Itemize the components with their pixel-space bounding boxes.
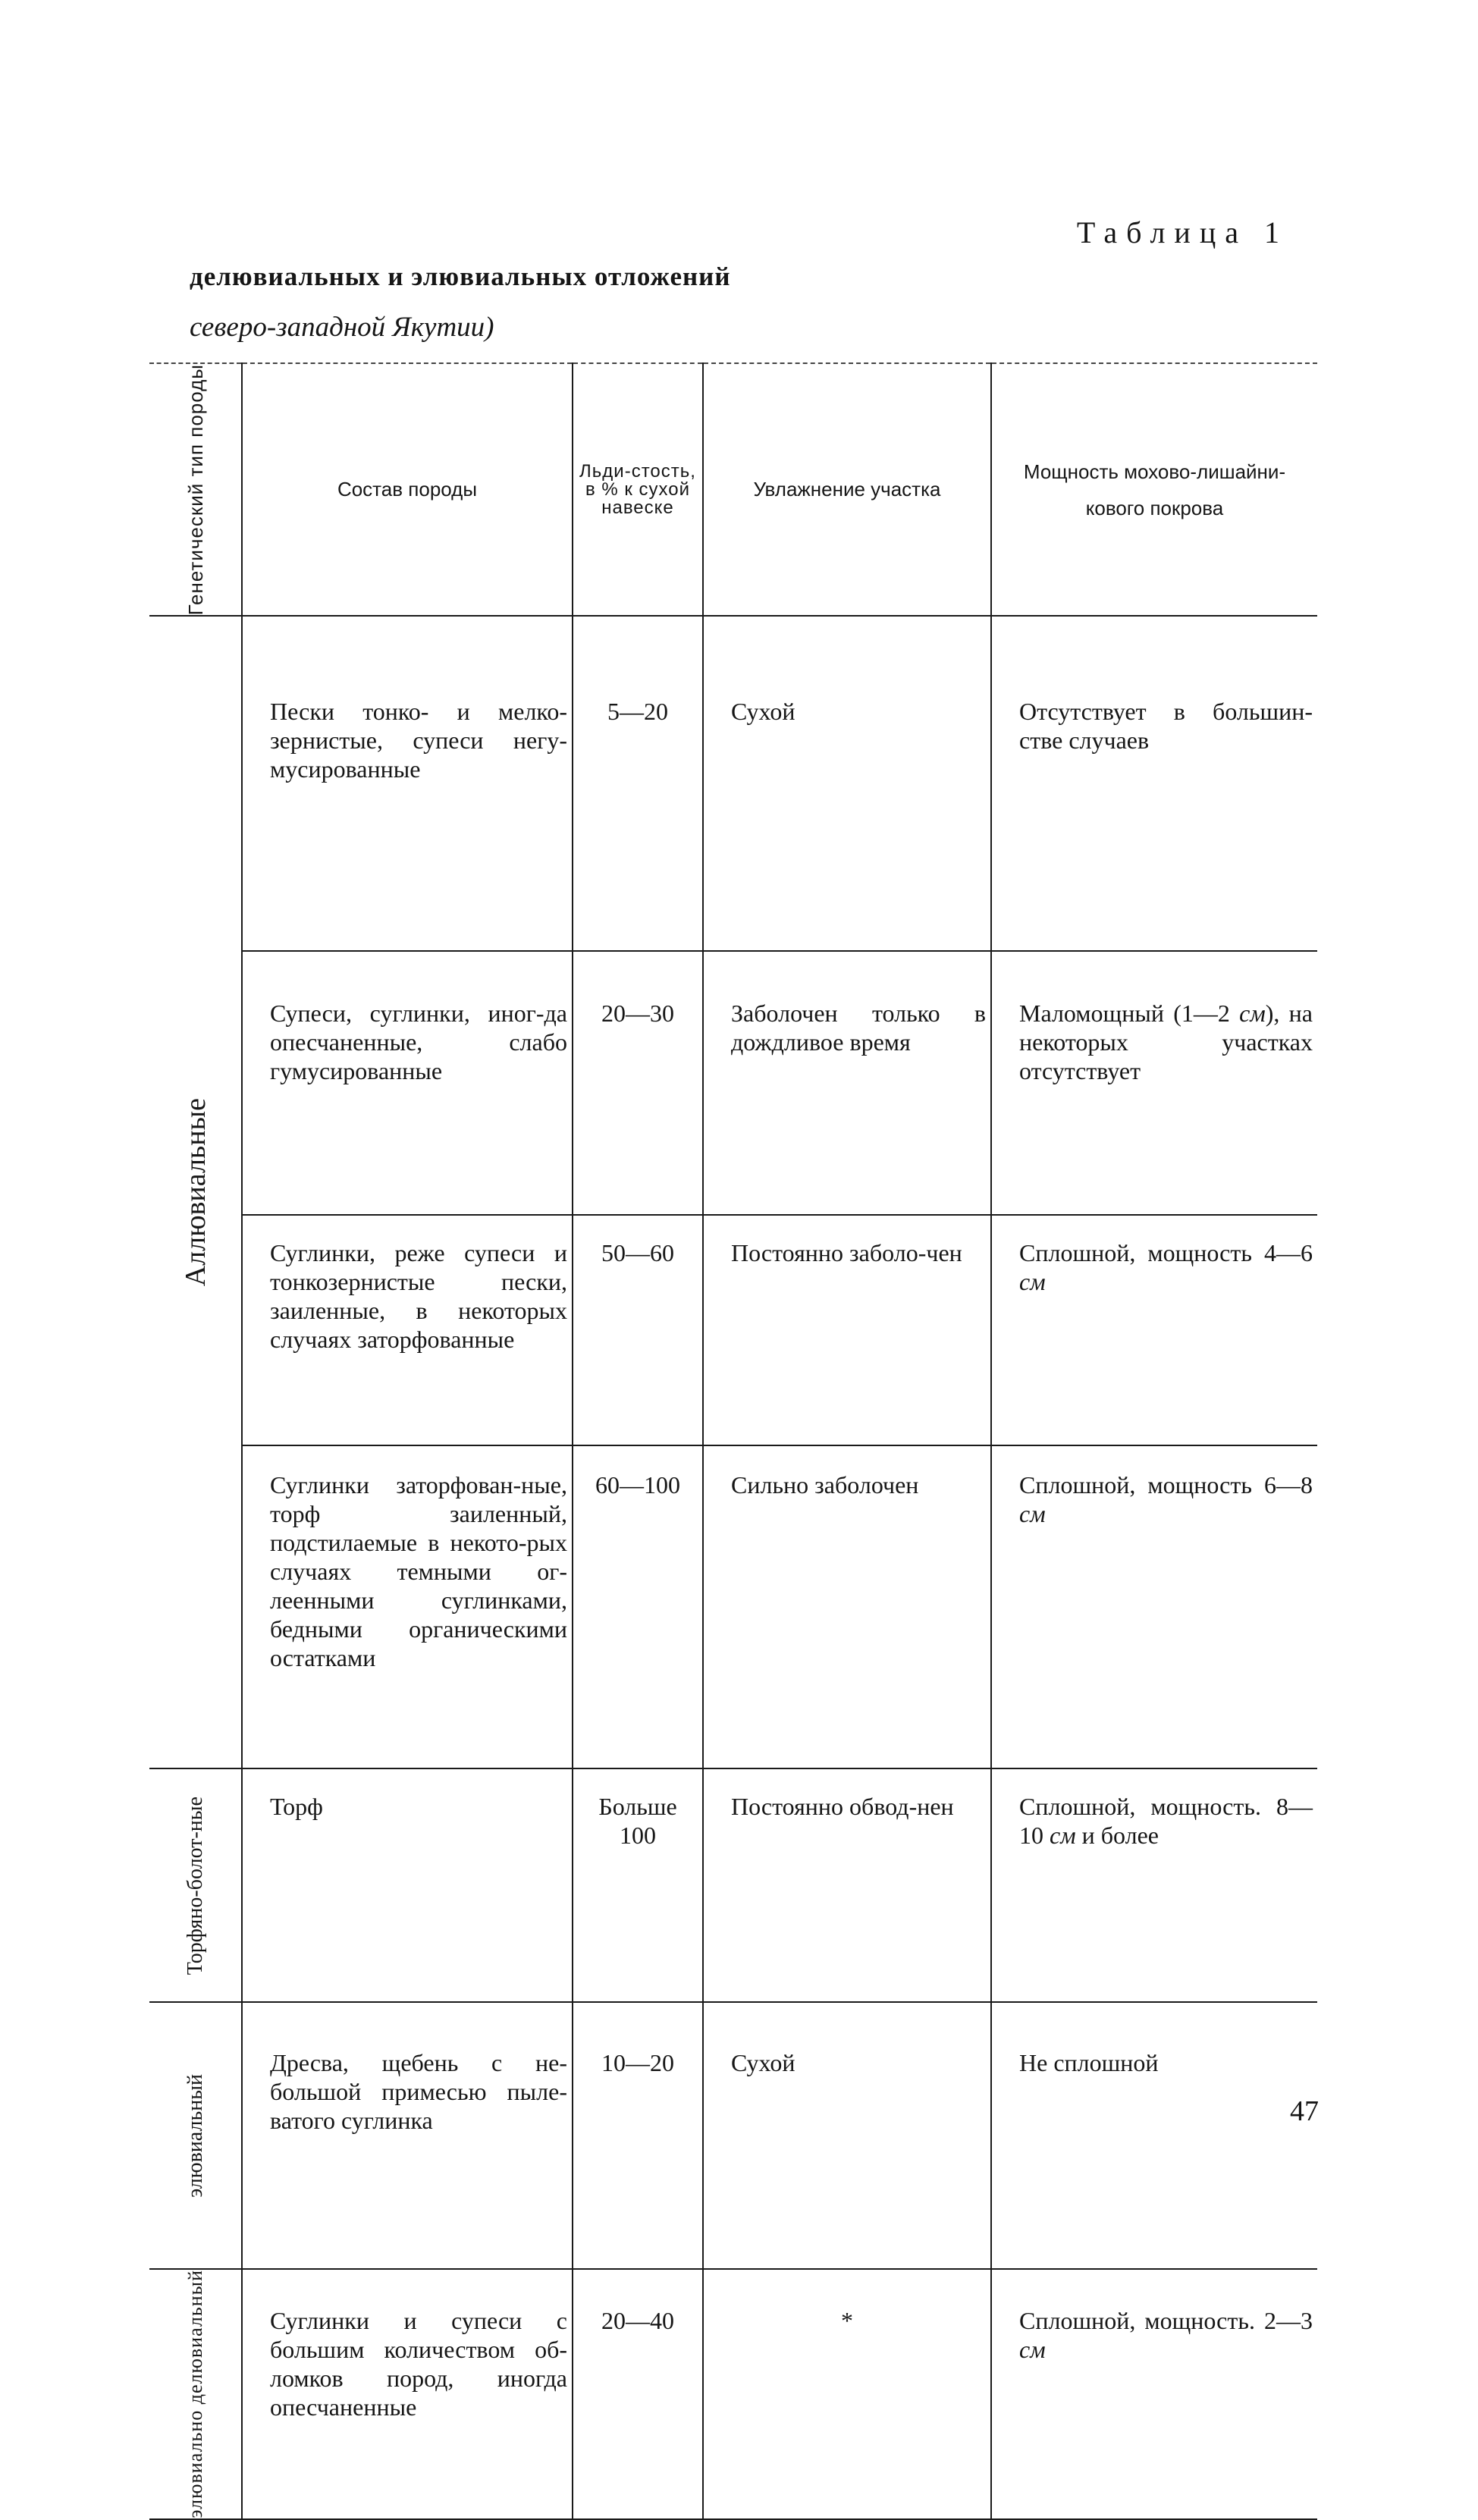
cell-moisture: Постоянно обвод-нен (703, 1768, 991, 2002)
cell-moss: Сплошной, мощность 4—6 см (991, 1215, 1317, 1445)
table-header-row (149, 363, 1317, 616)
cell-composition: Пески тонко- и мелко-зернистые, супеси негу-мусированные (242, 616, 573, 951)
cell-ice: 60—100 (573, 1445, 703, 1768)
cell-ice: 10—20 (573, 2002, 703, 2269)
cell-moss: Сплошной, мощность. 8—10 см и более (991, 1768, 1317, 2002)
table-caption: Таблица 1 (1076, 215, 1288, 249)
cell-moss: Сплошной, мощность. 2—3 см (991, 2269, 1317, 2519)
header-moisture: Увлажнение участка (703, 363, 991, 616)
cell-composition: Дресва, щебень с не-большой примесью пыле-ватого суглинка (242, 2002, 573, 2269)
table-title-line1: делювиальных и элювиальных отложений (190, 262, 731, 291)
cell-ice: 50—60 (573, 1215, 703, 1445)
header-composition: Состав породы (242, 363, 573, 616)
cell-moisture: Сухой (703, 616, 991, 951)
group-eluvial: элювиальный (149, 2002, 242, 2269)
table-title-line2: северо-западной Якутии) (190, 312, 494, 343)
cell-composition: Суглинки заторфован-ные, торф заиленный, подстилаемые в некото-рых случаях темными ог-леенными суглинками, бедными органическими остатками (242, 1445, 573, 1768)
soil-table-container (149, 362, 1317, 2520)
cell-ice: Больше 100 (573, 1768, 703, 2002)
table-row (149, 2269, 1317, 2519)
cell-moisture: * (703, 2269, 991, 2519)
group-alluvial: Аллювиальные (149, 616, 242, 1768)
cell-moss: Не сплошной (991, 2002, 1317, 2269)
group-eluvial-deluvial: элювиально делювиальный (149, 2269, 242, 2519)
cell-moisture: Сильно заболочен (703, 1445, 991, 1768)
table-row (149, 1215, 1317, 1445)
unit-cm: см (1019, 1268, 1046, 1296)
table-row (149, 1768, 1317, 2002)
header-moss-cover: Мощность мохово-лишайни-кового покрова (991, 363, 1317, 616)
unit-cm: см (1050, 1822, 1076, 1850)
table-row (149, 1445, 1317, 1768)
cell-moss: Отсутствует в большин-стве случаев (991, 616, 1317, 951)
header-ice-content: Льди-стость, в % к сухой навеске (573, 363, 703, 616)
soil-properties-table (149, 362, 1317, 2520)
unit-cm: см (1019, 1500, 1046, 1528)
cell-moisture: Сухой (703, 2002, 991, 2269)
table-row (149, 2002, 1317, 2269)
cell-ice: 20—40 (573, 2269, 703, 2519)
page-number: 47 (1290, 2095, 1319, 2127)
header-genetic-type: Генетический тип породы (149, 363, 242, 616)
cell-ice: 5—20 (573, 616, 703, 951)
cell-composition: Суглинки и супеси с большим количеством об-ломков пород, иногда опесчаненные (242, 2269, 573, 2519)
unit-cm: см (1019, 2336, 1046, 2364)
table-row (149, 616, 1317, 951)
cell-moisture: Постоянно заболо-чен (703, 1215, 991, 1445)
cell-composition: Суглинки, реже супеси и тонкозернистые пески, заиленные, в некоторых случаях заторфованные (242, 1215, 573, 1445)
cell-composition: Торф (242, 1768, 573, 2002)
cell-composition: Супеси, суглинки, иног-да опесчаненные, слабо гумусированные (242, 951, 573, 1215)
table-row (149, 951, 1317, 1215)
unit-cm: см (1239, 1000, 1266, 1028)
cell-moss: Маломощный (1—2 см), на некоторых участках отсутствует (991, 951, 1317, 1215)
cell-moss: Сплошной, мощность 6—8 см (991, 1445, 1317, 1768)
cell-moisture: Заболочен только в дождливое время (703, 951, 991, 1215)
cell-ice: 20—30 (573, 951, 703, 1215)
group-peat-bog: Торфяно-болот-ные (149, 1768, 242, 2002)
